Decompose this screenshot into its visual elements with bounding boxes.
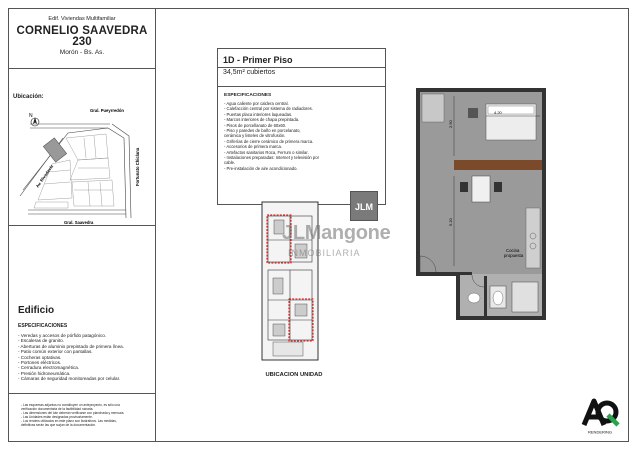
building-number: 230 (72, 36, 92, 48)
brand-name: JLMangone (282, 222, 391, 244)
list-item: - Patio común exterior con pantallas. (18, 349, 93, 355)
list-item: - Los renders utilizados en este plano son ilustrativos. Las medidas, (21, 419, 117, 423)
unit-info-box (217, 48, 386, 205)
list-item: - Instalaciones preparadas: Internet y televisión por (224, 155, 319, 161)
kitchen-label: Cocina propuesta (504, 248, 524, 258)
divider (8, 68, 156, 69)
list-item: - Las dimensiones del lote deberán verificarse con planchada y mensura. (21, 411, 125, 415)
edificio-spec-list (18, 333, 124, 382)
unit-title: 1D - Primer Piso (223, 55, 293, 65)
list-item: - Accesorios de primera marca. (224, 144, 282, 150)
list-item: - Veredas y accesos de pórfido patagónico. (18, 333, 107, 338)
unit-spec-list (224, 101, 319, 171)
building-name: CORNELIO SAAVEDRA (16, 25, 148, 37)
street-right: Fortunato Chiclana (135, 147, 140, 186)
north-label: N (29, 113, 33, 119)
list-item: cable. (224, 160, 236, 166)
unit-location-caption: UBICACION UNIDAD (265, 372, 323, 378)
unit-area: 34,5m² cubiertos (223, 69, 276, 76)
list-item: - Agua caliente por caldera central. (224, 101, 289, 106)
list-item: - Portones eléctricos. (18, 360, 62, 366)
dim-left-top: 2.50 (448, 120, 453, 128)
list-item: - Las esquemas adjuntos no constituyen un anteproyecto, es sólo una (21, 403, 120, 407)
aq-rendering-logo (580, 395, 620, 435)
building-location: Morón - Bs. As. (59, 49, 105, 56)
list-item: - Aberturas de aluminio prepintado de primera línea. (18, 343, 124, 349)
list-item: - Marcos interiores de chapa prepintada. (224, 117, 300, 123)
list-item: - Puertas placa interiores laqueadas. (224, 111, 293, 117)
dim-left-mid: 5.20 (448, 218, 453, 226)
list-item: - Griferías de cierre cerámico de primera marca. (224, 138, 314, 144)
edificio-heading: Edificio (18, 305, 55, 316)
info-sidebar (8, 8, 156, 442)
street-bottom: Gral. Saavedra (64, 220, 94, 225)
dim-top: 4.20 (494, 110, 502, 115)
floor-plan (408, 86, 558, 326)
list-item: - Presión hidroneumática. (18, 370, 71, 376)
edificio-subheading: ESPECIFICACIONES (18, 323, 68, 329)
location-map (8, 98, 156, 228)
list-item: - Escaleras de granito. (18, 338, 64, 344)
list-item: - Cerradura electromagnética. (18, 365, 80, 371)
unit-spec-heading: ESPECIFICACIONES (224, 93, 272, 98)
street-left: Av. Rivadavia (34, 163, 55, 189)
list-item: cerámica y listeles de vitrofusión. (224, 133, 286, 139)
renderer-tagline: RENDERING (588, 429, 613, 435)
location-heading: Ubicación: (13, 94, 44, 100)
list-item: - Cocheras optativas. (18, 354, 62, 360)
disclaimer-list (21, 403, 124, 427)
street-top: Gral. Pueyrredón (90, 108, 124, 113)
list-item: verificación documentaria de la factibilidad ruinaria. (21, 407, 94, 411)
list-item: - Pre-instalación de aire acondicionado. (224, 165, 298, 171)
list-item: - Pisos de porcellanato de 60x60. (224, 122, 287, 128)
list-item: - Cámaras de seguridad monitoreadas por celular. (18, 376, 121, 382)
list-item: - Las Unidades están designadas provisoriamente. (21, 415, 93, 419)
divider (8, 393, 156, 394)
list-item: - Artefactos sanitarios Roca, Ferrum o similar. (224, 149, 309, 155)
list-item: - Calefacción central por sistema de radiadores. (224, 106, 313, 112)
jlm-logo-badge: JLM (350, 191, 378, 221)
building-type: Edif. Viviendas Multifamiliar (48, 16, 116, 22)
brand-sub: INMOBILIARIA (288, 248, 361, 258)
list-item: definitivas serán las que surjan de la documentación. (21, 423, 96, 427)
list-item: - Piso y paredes de baño en porcelanato, (224, 128, 301, 134)
